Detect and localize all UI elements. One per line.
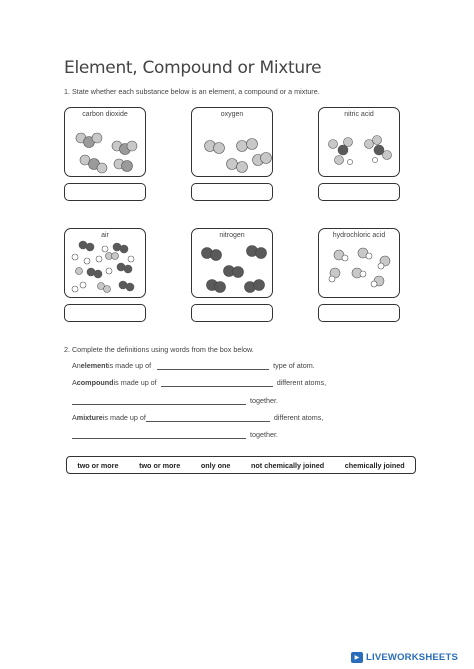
substance-label: air bbox=[101, 232, 109, 239]
substance-label: nitric acid bbox=[344, 111, 374, 118]
hydrochloric-acid-particles-icon bbox=[319, 229, 401, 299]
liveworksheets-footer bbox=[351, 652, 458, 663]
word-bank-item[interactable]: two or more bbox=[77, 460, 119, 470]
definition-term: element bbox=[80, 361, 108, 370]
definition-compound-line-2 bbox=[72, 396, 278, 405]
definition-mid: is made up of bbox=[102, 413, 146, 422]
definition-post: together. bbox=[250, 396, 278, 405]
answer-field-carbon-dioxide[interactable] bbox=[64, 183, 146, 201]
word-bank-item[interactable]: not chemically joined bbox=[251, 460, 325, 470]
blank-field-compound[interactable] bbox=[161, 378, 273, 387]
substance-box-nitric-acid bbox=[318, 107, 400, 177]
definition-post: different atoms, bbox=[276, 378, 327, 387]
substance-label: oxygen bbox=[220, 111, 244, 118]
definition-element bbox=[72, 361, 315, 370]
answer-field-oxygen[interactable] bbox=[191, 183, 273, 201]
definition-mid: is made up of bbox=[107, 361, 152, 370]
page-title: Element, Compound or Mixture bbox=[64, 58, 322, 78]
answer-field-nitric-acid[interactable] bbox=[318, 183, 400, 201]
definition-pre: An bbox=[72, 361, 81, 370]
definition-term: mixture bbox=[76, 413, 103, 422]
substance-box-carbon-dioxide bbox=[64, 107, 146, 177]
liveworksheets-logo-icon: ▶ bbox=[351, 652, 363, 663]
substance-box-oxygen bbox=[191, 107, 273, 177]
definition-compound bbox=[72, 378, 326, 387]
substance-box-hydrochloric-acid bbox=[318, 228, 400, 298]
definition-post: together. bbox=[250, 430, 278, 439]
brand-name: LIVEWORKSHEETS bbox=[365, 652, 458, 663]
definition-mixture-line-2 bbox=[72, 430, 278, 439]
substance-box-nitrogen bbox=[191, 228, 273, 298]
word-bank-item[interactable]: only one bbox=[200, 460, 231, 470]
blank-field-mixture-2[interactable] bbox=[72, 430, 246, 439]
answer-field-nitrogen[interactable] bbox=[191, 304, 273, 322]
definition-mid: is made up of bbox=[113, 378, 157, 387]
substance-box-air bbox=[64, 228, 146, 298]
definition-post: different atoms, bbox=[273, 413, 324, 422]
air-particles-icon bbox=[65, 229, 147, 299]
word-bank-item[interactable]: two or more bbox=[139, 460, 181, 470]
nitrogen-particles-icon bbox=[192, 229, 274, 299]
carbon-dioxide-particles-icon bbox=[65, 108, 147, 178]
definition-pre: A bbox=[72, 378, 77, 387]
blank-field-element[interactable] bbox=[157, 361, 269, 370]
definition-term: compound bbox=[76, 378, 114, 387]
definition-post: type of atom. bbox=[273, 361, 315, 370]
substance-label: hydrochloric acid bbox=[332, 232, 386, 239]
substance-label: carbon dioxide bbox=[82, 111, 128, 118]
definition-pre: A bbox=[72, 413, 77, 422]
word-bank-item[interactable]: chemically joined bbox=[344, 460, 405, 470]
answer-field-air[interactable] bbox=[64, 304, 146, 322]
nitric-acid-particles-icon bbox=[319, 108, 401, 178]
oxygen-particles-icon bbox=[192, 108, 274, 178]
substance-label: nitrogen bbox=[219, 232, 245, 239]
answer-field-hydrochloric-acid[interactable] bbox=[318, 304, 400, 322]
blank-field-mixture[interactable] bbox=[146, 413, 270, 422]
question-2-instruction: 2. Complete the definitions using words from the box below. bbox=[64, 345, 254, 354]
blank-field-compound-2[interactable] bbox=[72, 396, 246, 405]
word-bank bbox=[66, 456, 416, 474]
question-1-instruction: 1. State whether each substance below is an element, a compound or a mixture. bbox=[64, 87, 320, 96]
definition-mixture bbox=[72, 413, 323, 422]
